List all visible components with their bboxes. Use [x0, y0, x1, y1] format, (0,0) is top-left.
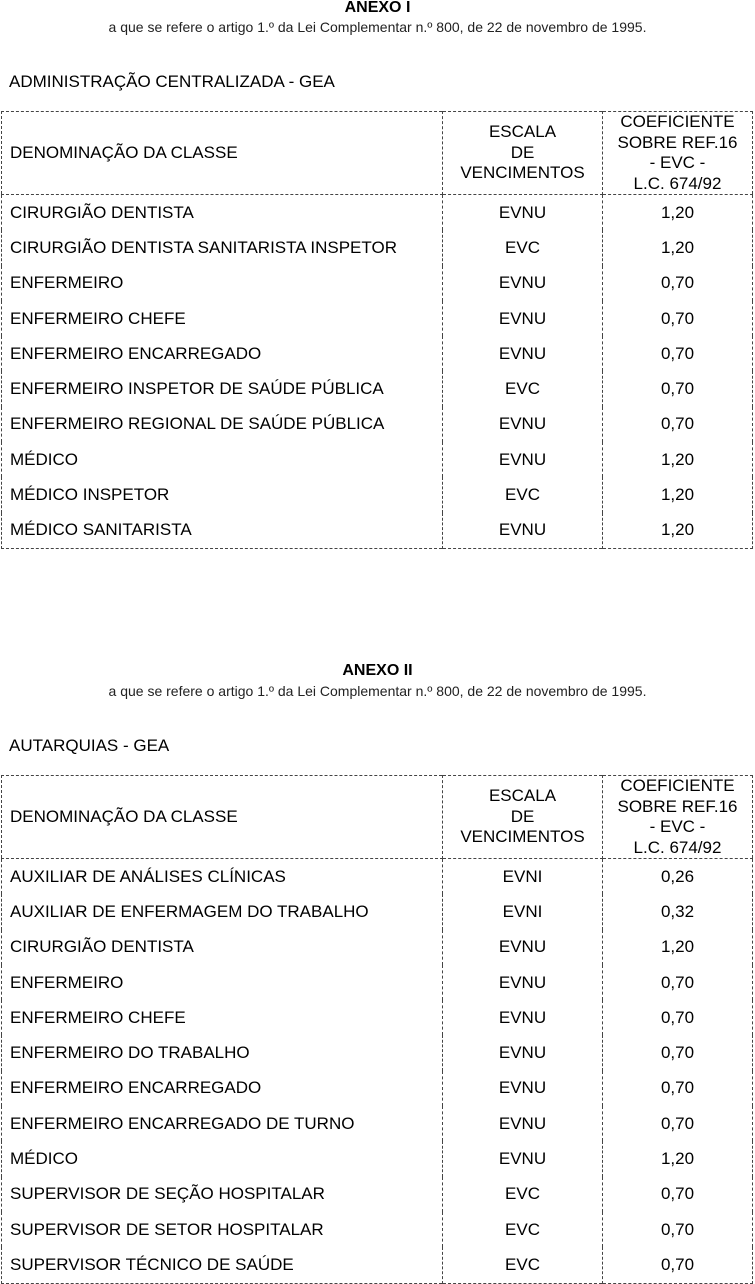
header-line: ESCALA [488, 786, 557, 806]
cell-coeficiente: 1,20 [660, 1149, 695, 1169]
table-row [2, 266, 753, 301]
table-row [2, 1247, 753, 1283]
cell-escala: EVNU [443, 195, 603, 231]
table-row [2, 1212, 753, 1247]
table-row [2, 1141, 753, 1176]
table-row [2, 336, 753, 371]
cell-escala: EVC [443, 477, 603, 512]
cell-escala: EVNU [443, 442, 603, 477]
cell-coeficiente: 0,32 [660, 901, 695, 921]
table-row [2, 1035, 753, 1070]
cell-escala: EVNU [443, 1035, 603, 1070]
cell-classe: ENFERMEIRO INSPETOR DE SAÚDE PÚBLICA [2, 371, 443, 406]
cell-classe: ENFERMEIRO ENCARREGADO [2, 336, 443, 371]
header-classe: DENOMINAÇÃO DA CLASSE [2, 776, 443, 859]
cell-classe: ENFERMEIRO ENCARREGADO [2, 1071, 443, 1106]
cell-coeficiente: 0,70 [660, 343, 695, 363]
cell-classe: SUPERVISOR DE SEÇÃO HOSPITALAR [2, 1177, 443, 1212]
cell-escala: EVC [443, 371, 603, 406]
cell-classe: ENFERMEIRO [2, 965, 443, 1000]
cell-escala: EVNI [443, 859, 603, 895]
cell-classe: MÉDICO [2, 1141, 443, 1176]
cell-classe: SUPERVISOR TÉCNICO DE SAÚDE [2, 1247, 443, 1283]
table-row [2, 195, 753, 231]
cell-classe: ENFERMEIRO [2, 266, 443, 301]
header-classe: DENOMINAÇÃO DA CLASSE [2, 112, 443, 195]
cell-classe: AUXILIAR DE ANÁLISES CLÍNICAS [2, 859, 443, 895]
cell-coeficiente: 1,20 [660, 237, 695, 257]
header-line: COEFICIENTE [620, 776, 735, 795]
header-line: VENCIMENTOS [460, 827, 585, 847]
cell-coeficiente: 1,20 [660, 202, 695, 222]
cell-coeficiente: 1,20 [660, 485, 695, 505]
table-row [2, 930, 753, 965]
cell-escala: EVNU [443, 930, 603, 965]
cell-coeficiente: 0,70 [660, 1219, 695, 1239]
header-line: SOBRE REF.16 [617, 132, 738, 152]
cell-coeficiente: 0,70 [660, 972, 695, 992]
header-line: SOBRE REF.16 [617, 796, 738, 816]
table-row [2, 1177, 753, 1212]
cell-coeficiente: 0,70 [660, 1184, 695, 1204]
header-line: L.C. 674/92 [633, 173, 722, 193]
table-row [2, 230, 753, 265]
cell-coeficiente: 1,20 [660, 520, 695, 540]
table-row [2, 1106, 753, 1141]
cell-classe: MÉDICO INSPETOR [2, 477, 443, 512]
cell-escala: EVC [443, 1212, 603, 1247]
cell-classe: ENFERMEIRO REGIONAL DE SAÚDE PÚBLICA [2, 407, 443, 442]
cell-coeficiente: 0,70 [660, 414, 695, 434]
cell-coeficiente: 0,70 [660, 1254, 695, 1274]
cell-escala: EVNU [443, 1106, 603, 1141]
cell-classe: ENFERMEIRO CHEFE [2, 1000, 443, 1035]
cell-classe: AUXILIAR DE ENFERMAGEM DO TRABALHO [2, 894, 443, 929]
table-row [2, 371, 753, 406]
table-row [2, 859, 753, 895]
cell-escala: EVNU [443, 266, 603, 301]
header-escala [443, 112, 603, 195]
cell-escala: EVNI [443, 894, 603, 929]
cell-classe: ENFERMEIRO CHEFE [2, 301, 443, 336]
cell-escala: EVNU [443, 965, 603, 1000]
cell-coeficiente: 0,70 [660, 1078, 695, 1098]
cell-coeficiente: 1,20 [660, 449, 695, 469]
header-line: DE [510, 806, 535, 826]
cell-escala: EVNU [443, 301, 603, 336]
header-line: - EVC - [649, 153, 706, 172]
cell-coeficiente: 0,26 [660, 866, 695, 886]
table-row [2, 442, 753, 477]
header-coeficiente [603, 776, 753, 859]
cell-classe: SUPERVISOR DE SETOR HOSPITALAR [2, 1212, 443, 1247]
header-line: L.C. 674/92 [633, 837, 722, 857]
table-row [2, 477, 753, 512]
cell-escala: EVNU [443, 336, 603, 371]
class-table [1, 775, 753, 1284]
table-row [2, 1000, 753, 1035]
cell-escala: EVC [443, 230, 603, 265]
header-line: VENCIMENTOS [460, 163, 585, 183]
cell-classe: ENFERMEIRO ENCARREGADO DE TURNO [2, 1106, 443, 1141]
cell-escala: EVNU [443, 513, 603, 549]
cell-coeficiente: 0,70 [660, 1043, 695, 1063]
annex-subtitle: a que se refere o artigo 1.º da Lei Complementar n.º 800, de 22 de novembro de 1995. [108, 19, 647, 35]
cell-escala: EVNU [443, 407, 603, 442]
cell-coeficiente: 1,20 [660, 937, 695, 957]
cell-coeficiente: 0,70 [660, 308, 695, 328]
header-escala [443, 776, 603, 859]
cell-escala: EVNU [443, 1071, 603, 1106]
section-heading: AUTARQUIAS - GEA [9, 736, 170, 755]
cell-escala: EVC [443, 1247, 603, 1283]
cell-coeficiente: 0,70 [660, 1113, 695, 1133]
header-line: ESCALA [488, 122, 557, 142]
cell-coeficiente: 0,70 [660, 379, 695, 399]
table-row [2, 1071, 753, 1106]
class-table [1, 111, 753, 549]
header-line: DE [510, 142, 535, 162]
header-line: COEFICIENTE [620, 112, 735, 131]
annex-subtitle: a que se refere o artigo 1.º da Lei Complementar n.º 800, de 22 de novembro de 1995. [108, 683, 647, 699]
cell-classe: CIRURGIÃO DENTISTA [2, 930, 443, 965]
header-line: - EVC - [649, 817, 706, 836]
cell-escala: EVC [443, 1177, 603, 1212]
section-heading: ADMINISTRAÇÃO CENTRALIZADA - GEA [9, 72, 335, 91]
cell-coeficiente: 0,70 [660, 273, 695, 293]
table-row [2, 407, 753, 442]
annex-title: ANEXO I [344, 0, 411, 16]
table-row [2, 965, 753, 1000]
table-row [2, 301, 753, 336]
cell-classe: ENFERMEIRO DO TRABALHO [2, 1035, 443, 1070]
table-row [2, 513, 753, 549]
cell-escala: EVNU [443, 1141, 603, 1176]
cell-classe: MÉDICO SANITARISTA [2, 513, 443, 549]
cell-classe: MÉDICO [2, 442, 443, 477]
cell-classe: CIRURGIÃO DENTISTA SANITARISTA INSPETOR [2, 230, 443, 265]
cell-classe: CIRURGIÃO DENTISTA [2, 195, 443, 231]
annex-title: ANEXO II [342, 662, 413, 679]
cell-coeficiente: 0,70 [660, 1007, 695, 1027]
table-row [2, 894, 753, 929]
header-coeficiente [603, 112, 753, 195]
cell-escala: EVNU [443, 1000, 603, 1035]
